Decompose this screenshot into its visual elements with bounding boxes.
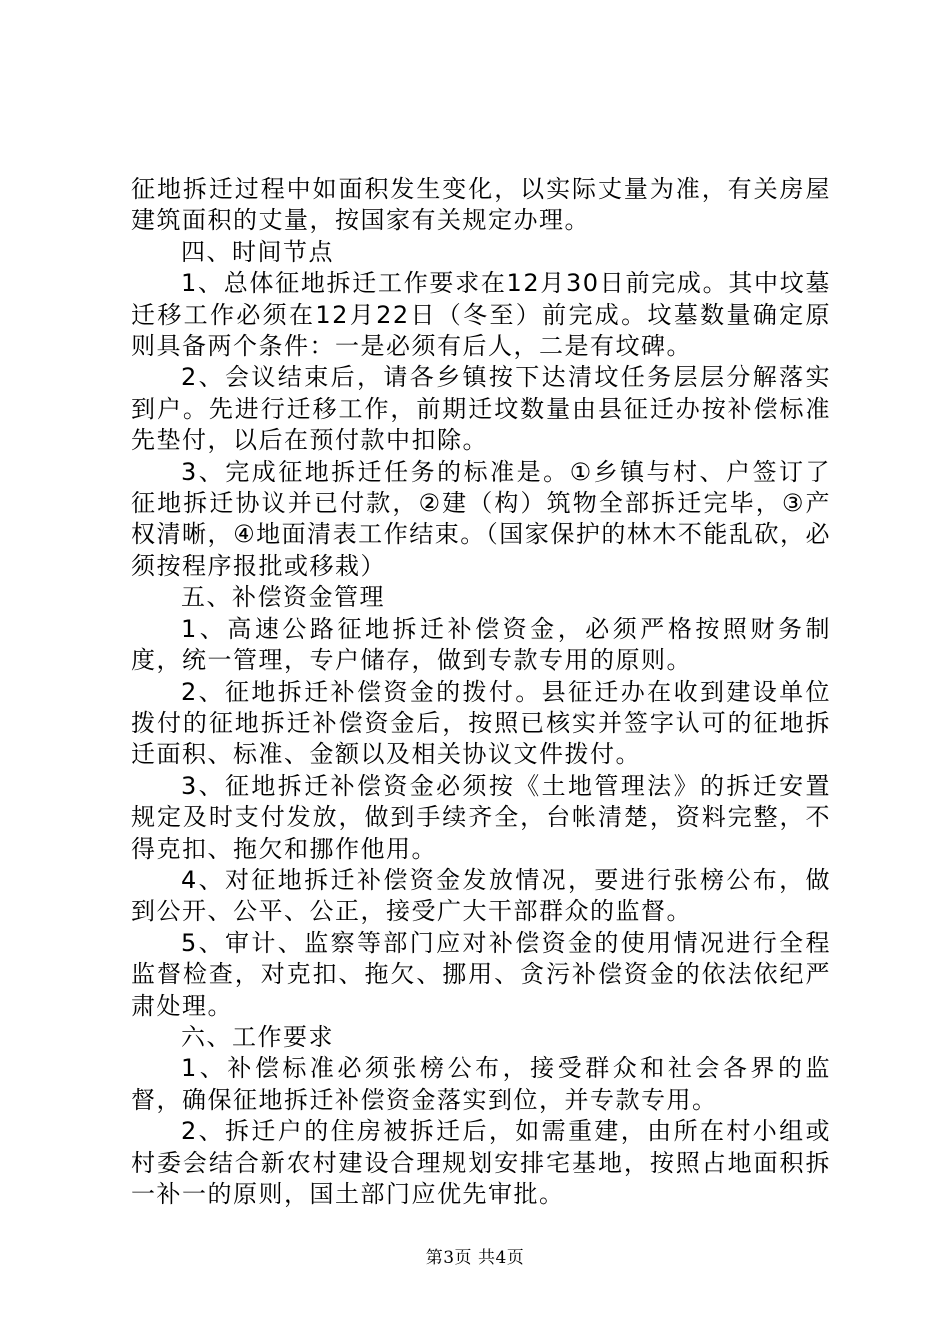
paragraph-item: 4、对征地拆迁补偿资金发放情况，要进行张榜公布，做到公开、公平、公正，接受广大干部群众的监督。 xyxy=(131,865,831,926)
paragraph-item: 5、审计、监察等部门应对补偿资金的使用情况进行全程监督检查，对克扣、拖欠、挪用、贪污补偿资金的依法依纪严肃处理。 xyxy=(131,928,831,1020)
paragraph-continuation: 征地拆迁过程中如面积发生变化，以实际丈量为准，有关房屋建筑面积的丈量，按国家有关规定办理。 xyxy=(131,175,831,235)
paragraph-item: 1、总体征地拆迁工作要求在12月30日前完成。其中坟墓迁移工作必须在12月22日（冬至）前完成。坟墓数量确定原则具备两个条件：一是必须有后人，二是有坟碑。 xyxy=(131,269,831,361)
section-heading-work-requirements: 六、工作要求 xyxy=(181,1022,334,1051)
section-heading-time-nodes: 四、时间节点 xyxy=(181,237,334,266)
document-body xyxy=(131,174,831,1210)
page-footer: 第3页 共4页 xyxy=(425,1248,525,1268)
paragraph-item: 1、补偿标准必须张榜公布，接受群众和社会各界的监督，确保征地拆迁补偿资金落实到位，并专款专用。 xyxy=(131,1054,831,1114)
paragraph-item: 2、会议结束后，请各乡镇按下达清坟任务层层分解落实到户。先进行迁移工作，前期迁坟数量由县征迁办按补偿标准先垫付，以后在预付款中扣除。 xyxy=(131,363,831,455)
paragraph-item: 3、完成征地拆迁任务的标准是。①乡镇与村、户签订了征地拆迁协议并已付款，②建（构）筑物全部拆迁完毕，③产权清晰，④地面清表工作结束。（国家保护的林木不能乱砍，必须按程序报批或移栽） xyxy=(131,457,831,580)
paragraph-item: 1、高速公路征地拆迁补偿资金，必须严格按照财务制度，统一管理，专户储存，做到专款专用的原则。 xyxy=(131,614,831,675)
section-heading-compensation-funds: 五、补偿资金管理 xyxy=(181,583,385,612)
paragraph-item: 2、征地拆迁补偿资金的拨付。县征迁办在收到建设单位拨付的征地拆迁补偿资金后，按照已核实并签字认可的征地拆迁面积、标准、金额以及相关协议文件拨付。 xyxy=(131,677,831,769)
paragraph-item: 3、征地拆迁补偿资金必须按《土地管理法》的拆迁安置规定及时支付发放，做到手续齐全，台帐清楚，资料完整，不得克扣、拖欠和挪作他用。 xyxy=(131,771,831,863)
paragraph-item: 2、拆迁户的住房被拆迁后，如需重建，由所在村小组或村委会结合新农村建设合理规划安排宅基地，按照占地面积拆一补一的原则，国土部门应优先审批。 xyxy=(131,1117,831,1208)
